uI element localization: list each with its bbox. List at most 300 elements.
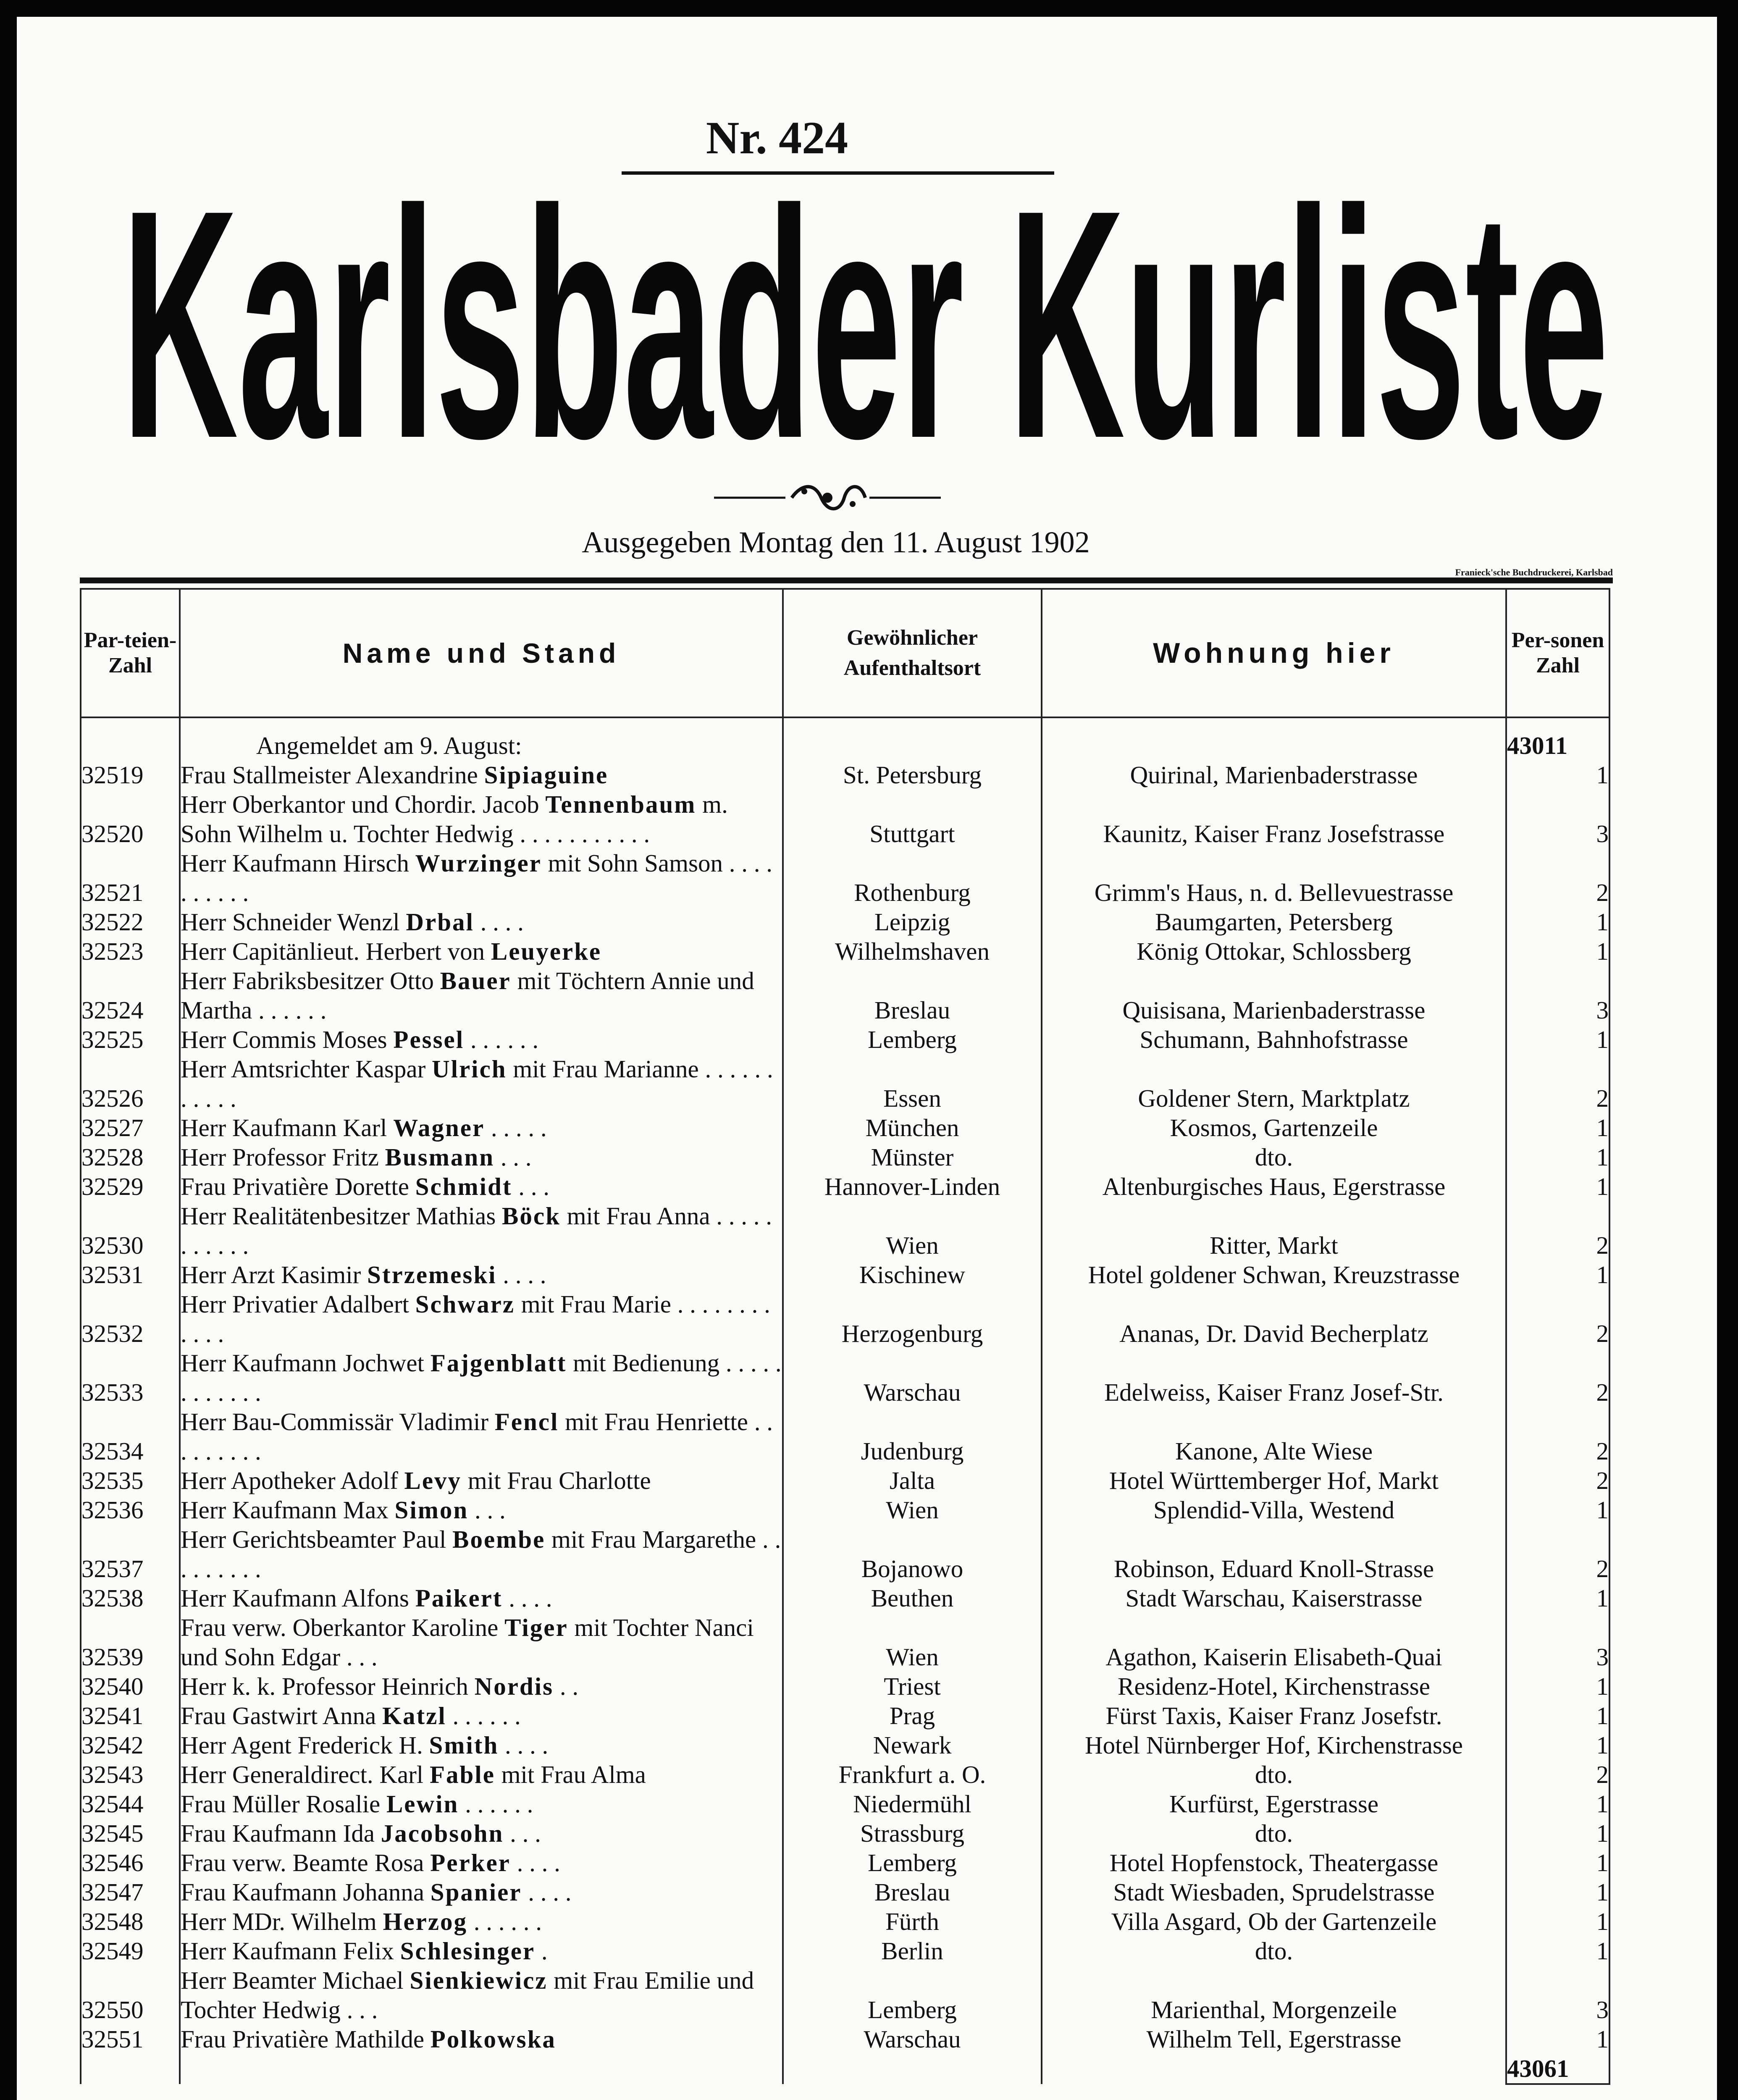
guest-name — [180, 1054, 783, 1113]
person-count: 1 — [1506, 1025, 1609, 1054]
guest-title: Herr Kaufmann Alfons — [181, 1584, 409, 1612]
home-residence: Newark — [783, 1730, 1042, 1760]
home-residence: Wien — [783, 1495, 1042, 1525]
scan-border-top — [0, 0, 1738, 17]
guest-list-table — [80, 588, 1610, 2085]
person-count: 3 — [1506, 790, 1609, 848]
party-number: 32529 — [81, 1172, 180, 1201]
home-residence: Wien — [783, 1201, 1042, 1260]
home-residence: München — [783, 1113, 1042, 1142]
guest-companions: mit Frau Henriette . . . . . . . . . — [181, 1408, 773, 1465]
guest-name — [180, 1966, 783, 2024]
guest-surname: Lewin — [386, 1790, 459, 1818]
guest-companions: . . . . — [503, 1261, 546, 1289]
party-number: 32536 — [81, 1495, 180, 1525]
table-row — [81, 2024, 1609, 2054]
guest-surname: Tiger — [504, 1614, 568, 1641]
person-count: 1 — [1506, 907, 1609, 937]
home-residence: Stuttgart — [783, 790, 1042, 848]
person-count: 1 — [1506, 760, 1609, 790]
guest-name — [180, 790, 783, 848]
home-residence: Breslau — [783, 1877, 1042, 1907]
party-number: 32550 — [81, 1966, 180, 2024]
guest-surname: Wagner — [393, 1114, 485, 1142]
guest-surname: Schwarz — [415, 1290, 515, 1318]
guest-title: Herr Fabriksbesitzer Otto — [181, 967, 434, 995]
guest-title: Frau Kaufmann Johanna — [181, 1878, 425, 1906]
issue-date: Ausgegeben Montag den 11. August 1902 — [582, 525, 1090, 559]
ornament-svg — [714, 479, 941, 517]
home-residence: Kischinew — [783, 1260, 1042, 1289]
lodging-address: Ananas, Dr. David Becherplatz — [1042, 1289, 1506, 1348]
guest-surname: Wurzinger — [415, 849, 542, 877]
person-count: 2 — [1506, 1525, 1609, 1583]
guest-title: Herr Privatier Adalbert — [181, 1290, 409, 1318]
guest-name — [180, 1525, 783, 1583]
guest-companions: mit Frau Charlotte — [467, 1467, 651, 1494]
party-number: 32538 — [81, 1583, 180, 1613]
home-residence: Bojanowo — [783, 1525, 1042, 1583]
lodging-address: Kanone, Alte Wiese — [1042, 1407, 1506, 1466]
guest-surname: Fajgenblatt — [430, 1349, 567, 1377]
person-count: 1 — [1506, 1789, 1609, 1819]
party-number: 32546 — [81, 1848, 180, 1877]
person-count: 1 — [1506, 1672, 1609, 1701]
guest-surname: Busmann — [385, 1143, 495, 1171]
party-number: 32532 — [81, 1289, 180, 1348]
home-residence: Beuthen — [783, 1583, 1042, 1613]
lodging-address: Ritter, Markt — [1042, 1201, 1506, 1260]
party-number: 32519 — [81, 760, 180, 790]
home-residence: Warschau — [783, 2024, 1042, 2054]
lodging-address: dto. — [1042, 1819, 1506, 1848]
party-number: 32537 — [81, 1525, 180, 1583]
guest-name — [180, 1025, 783, 1054]
home-residence: St. Petersburg — [783, 760, 1042, 790]
lodging-address: Stadt Wiesbaden, Sprudelstrasse — [1042, 1877, 1506, 1907]
guest-name — [180, 1142, 783, 1172]
printer-imprint: Franieck'sche Buchdruckerei, Karlsbad — [1455, 567, 1613, 578]
guest-companions: mit Frau Margarethe . . . . . . . . . — [181, 1525, 781, 1583]
guest-companions: . . . — [474, 1496, 506, 1524]
person-count: 3 — [1506, 1613, 1609, 1672]
person-count: 1 — [1506, 1495, 1609, 1525]
person-count: 1 — [1506, 1877, 1609, 1907]
guest-companions: . . . . — [505, 1731, 549, 1759]
home-residence: Rothenburg — [783, 848, 1042, 907]
lodging-address: Hotel Nürnberger Hof, Kirchenstrasse — [1042, 1730, 1506, 1760]
table-row — [81, 1760, 1609, 1789]
home-residence: Wilhelmshaven — [783, 937, 1042, 966]
guest-name — [180, 1701, 783, 1730]
home-residence: Jalta — [783, 1466, 1042, 1495]
home-residence: Warschau — [783, 1348, 1042, 1407]
person-count: 1 — [1506, 1819, 1609, 1848]
party-number: 32520 — [81, 790, 180, 848]
header-lodging: Wohnung hier — [1042, 589, 1506, 717]
guest-surname: Fable — [429, 1761, 495, 1788]
party-number: 32543 — [81, 1760, 180, 1789]
guest-surname: Drbal — [406, 908, 474, 936]
lodging-address: dto. — [1042, 1760, 1506, 1789]
guest-surname: Pessel — [393, 1026, 465, 1053]
party-number: 32540 — [81, 1672, 180, 1701]
guest-title: Herr Commis Moses — [181, 1026, 387, 1053]
guest-title: Frau Privatière Dorette — [181, 1173, 409, 1200]
home-residence: Münster — [783, 1142, 1042, 1172]
table-row — [81, 1613, 1609, 1672]
party-number: 32525 — [81, 1025, 180, 1054]
party-number: 32548 — [81, 1907, 180, 1936]
guest-companions: . . . — [500, 1143, 532, 1171]
lodging-address: Residenz-Hotel, Kirchenstrasse — [1042, 1672, 1506, 1701]
guest-companions: . . . . — [480, 908, 524, 936]
table-row — [81, 1495, 1609, 1525]
guest-title: Herr Kaufmann Hirsch — [181, 849, 409, 877]
guest-name — [180, 1466, 783, 1495]
home-residence: Prag — [783, 1701, 1042, 1730]
guest-companions: . . . . — [528, 1878, 572, 1906]
party-number: 32539 — [81, 1613, 180, 1672]
home-residence: Lemberg — [783, 1966, 1042, 2024]
guest-companions: mit Frau Marianne . . . . . . . . . . . — [181, 1055, 773, 1112]
party-number: 32541 — [81, 1701, 180, 1730]
table-header-row — [81, 589, 1609, 717]
person-count: 1 — [1506, 2024, 1609, 2054]
table-row — [81, 1113, 1609, 1142]
party-number: 32527 — [81, 1113, 180, 1142]
lodging-address: Agathon, Kaiserin Elisabeth-Quai — [1042, 1613, 1506, 1672]
guest-title: Frau Kaufmann Ida — [181, 1819, 375, 1847]
party-number: 32542 — [81, 1730, 180, 1760]
guest-title: Frau Stallmeister Alexandrine — [181, 761, 478, 789]
guest-name — [180, 1789, 783, 1819]
person-count: 1 — [1506, 1172, 1609, 1201]
guest-title: Herr Kaufmann Felix — [181, 1937, 394, 1965]
person-count: 1 — [1506, 1701, 1609, 1730]
guest-companions: . . . . — [517, 1849, 560, 1877]
guest-surname: Bauer — [440, 967, 511, 995]
table-row — [81, 1142, 1609, 1172]
home-residence: Judenburg — [783, 1407, 1042, 1466]
guest-title: Frau Privatière Mathilde — [181, 2025, 425, 2053]
guest-surname: Katzl — [382, 1702, 446, 1730]
lodging-address: Marienthal, Morgenzeile — [1042, 1966, 1506, 2024]
table-row — [81, 937, 1609, 966]
table-row — [81, 1407, 1609, 1466]
ornament-divider — [714, 479, 941, 517]
guest-title: Frau Müller Rosalie — [181, 1790, 381, 1818]
person-count: 2 — [1506, 1201, 1609, 1260]
person-count: 2 — [1506, 848, 1609, 907]
guest-companions: . . . — [510, 1819, 541, 1847]
table-row — [81, 1966, 1609, 2024]
guest-name — [180, 1848, 783, 1877]
guest-name — [180, 966, 783, 1025]
person-count: 1 — [1506, 1730, 1609, 1760]
lodging-address: Baumgarten, Petersberg — [1042, 907, 1506, 937]
guest-name — [180, 760, 783, 790]
party-number: 32522 — [81, 907, 180, 937]
header-name: Name und Stand — [180, 589, 783, 717]
guest-surname: Böck — [502, 1202, 561, 1230]
table-row — [81, 1348, 1609, 1407]
guest-surname: Perker — [430, 1849, 511, 1877]
party-number: 32530 — [81, 1201, 180, 1260]
guest-companions: mit Sohn Samson . . . . . . . . . . — [181, 849, 772, 906]
guest-name — [180, 1613, 783, 1672]
guest-title: Herr Generaldirect. Karl — [181, 1761, 424, 1788]
lodging-address: Splendid-Villa, Westend — [1042, 1495, 1506, 1525]
lodging-address: Quisisana, Marienbaderstrasse — [1042, 966, 1506, 1025]
lodging-address: Kosmos, Gartenzeile — [1042, 1113, 1506, 1142]
opening-total: 43011 — [1506, 717, 1609, 760]
masthead-text: Karlsbader Kurliste — [122, 185, 1609, 462]
home-residence: Fürth — [783, 1907, 1042, 1936]
guest-name — [180, 1877, 783, 1907]
guest-companions: . . . . . . — [452, 1702, 521, 1730]
issue-underline — [622, 171, 1054, 175]
home-residence: Leipzig — [783, 907, 1042, 937]
guest-name — [180, 1672, 783, 1701]
total-row — [81, 2054, 1609, 2084]
lodging-address: Hotel goldener Schwan, Kreuzstrasse — [1042, 1260, 1506, 1289]
guest-title: Herr Arzt Kasimir — [181, 1261, 361, 1289]
guest-name — [180, 848, 783, 907]
lodging-address: Kurfürst, Egerstrasse — [1042, 1789, 1506, 1819]
guest-companions: m. Sohn Wilhelm u. Tochter Hedwig . . . . . . . . . . . — [181, 790, 728, 848]
person-count: 2 — [1506, 1348, 1609, 1407]
person-count: 1 — [1506, 937, 1609, 966]
table-row — [81, 1025, 1609, 1054]
person-count: 2 — [1506, 1407, 1609, 1466]
table-row — [81, 1260, 1609, 1289]
guest-companions: . . . . — [509, 1584, 552, 1612]
guest-name — [180, 1348, 783, 1407]
issue-number: Nr. 424 — [706, 112, 848, 163]
person-count: 1 — [1506, 1848, 1609, 1877]
table-row — [81, 1672, 1609, 1701]
table-row — [81, 1701, 1609, 1730]
guest-title: Herr Oberkantor und Chordir. Jacob — [181, 790, 539, 818]
masthead-svg — [118, 185, 1613, 462]
guest-surname: Polkowska — [430, 2025, 556, 2053]
guest-companions: . — [541, 1937, 548, 1965]
home-residence: Herzogenburg — [783, 1289, 1042, 1348]
header-persons: Per-sonen Zahl — [1506, 589, 1609, 717]
header-number: Par-teien-Zahl — [81, 589, 180, 717]
guest-name — [180, 907, 783, 937]
lodging-address: Quirinal, Marienbaderstrasse — [1042, 760, 1506, 790]
section-row — [81, 717, 1609, 760]
table-row — [81, 1054, 1609, 1113]
scan-border-left — [0, 0, 17, 2100]
home-residence: Triest — [783, 1672, 1042, 1701]
table-row — [81, 790, 1609, 848]
person-count: 1 — [1506, 1142, 1609, 1172]
guest-surname: Boembe — [452, 1525, 546, 1553]
guest-title: Herr Professor Fritz — [181, 1143, 379, 1171]
home-residence: Lemberg — [783, 1025, 1042, 1054]
guest-title: Herr MDr. Wilhelm — [181, 1908, 377, 1935]
header-residence: Gewöhnlicher Aufenthaltsort — [783, 589, 1042, 717]
party-number: 32545 — [81, 1819, 180, 1848]
guest-title: Herr Schneider Wenzl — [181, 908, 400, 936]
person-count: 2 — [1506, 1466, 1609, 1495]
home-residence: Breslau — [783, 966, 1042, 1025]
lodging-address: dto. — [1042, 1936, 1506, 1966]
guest-surname: Herzog — [383, 1908, 468, 1935]
guest-surname: Fencl — [494, 1408, 559, 1436]
lodging-address: dto. — [1042, 1142, 1506, 1172]
lodging-address: Altenburgisches Haus, Egerstrasse — [1042, 1172, 1506, 1201]
guest-companions: . . . . . . — [465, 1790, 533, 1818]
guest-title: Herr Realitätenbesitzer Mathias — [181, 1202, 496, 1230]
guest-title: Herr Agent Frederick H. — [181, 1731, 423, 1759]
guest-name — [180, 1760, 783, 1789]
guest-name — [180, 1113, 783, 1142]
guest-companions: . . . . . . — [470, 1026, 539, 1053]
guest-name — [180, 937, 783, 966]
lodging-address: Schumann, Bahnhofstrasse — [1042, 1025, 1506, 1054]
guest-name — [180, 2024, 783, 2054]
lodging-address: König Ottokar, Schlossberg — [1042, 937, 1506, 966]
table-row — [81, 1201, 1609, 1260]
guest-surname: Sipiaguine — [484, 761, 609, 789]
party-number: 32521 — [81, 848, 180, 907]
party-number: 32523 — [81, 937, 180, 966]
masthead-title — [118, 185, 1613, 462]
guest-name — [180, 1407, 783, 1466]
guest-title: Herr Gerichtsbeamter Paul — [181, 1525, 446, 1553]
guest-companions: . . . . . — [491, 1114, 547, 1142]
person-count: 1 — [1506, 1583, 1609, 1613]
guest-companions: . . — [559, 1672, 579, 1700]
guest-surname: Leuyerke — [491, 937, 602, 965]
lodging-address: Villa Asgard, Ob der Gartenzeile — [1042, 1907, 1506, 1936]
guest-title: Frau verw. Beamte Rosa — [181, 1849, 424, 1877]
guest-title: Herr Beamter Michael — [181, 1966, 404, 1994]
section-heading: Angemeldet am 9. August: — [180, 717, 783, 760]
lodging-address: Wilhelm Tell, Egerstrasse — [1042, 2024, 1506, 2054]
home-residence: Essen — [783, 1054, 1042, 1113]
party-number: 32534 — [81, 1407, 180, 1466]
party-number: 32526 — [81, 1054, 180, 1113]
lodging-address: Edelweiss, Kaiser Franz Josef-Str. — [1042, 1348, 1506, 1407]
header-rule — [80, 578, 1613, 583]
table-row — [81, 907, 1609, 937]
guest-title: Herr Kaufmann Jochwet — [181, 1349, 424, 1377]
table-row — [81, 1525, 1609, 1583]
lodging-address: Grimm's Haus, n. d. Bellevuestrasse — [1042, 848, 1506, 907]
guest-title: Frau Gastwirt Anna — [181, 1702, 376, 1730]
home-residence: Lemberg — [783, 1848, 1042, 1877]
guest-companions: . . . — [518, 1173, 549, 1200]
lodging-address: Robinson, Eduard Knoll-Strasse — [1042, 1525, 1506, 1583]
guest-title: Herr Kaufmann Karl — [181, 1114, 387, 1142]
party-number: 32524 — [81, 966, 180, 1025]
person-count: 1 — [1506, 1936, 1609, 1966]
guest-title: Frau verw. Oberkantor Karoline — [181, 1614, 499, 1641]
guest-name — [180, 1907, 783, 1936]
table-row — [81, 848, 1609, 907]
lodging-address: Hotel Württemberger Hof, Markt — [1042, 1466, 1506, 1495]
guest-surname: Nordis — [474, 1672, 554, 1700]
guest-name — [180, 1819, 783, 1848]
table-row — [81, 1789, 1609, 1819]
person-count: 1 — [1506, 1113, 1609, 1142]
lodging-address: Stadt Warschau, Kaiserstrasse — [1042, 1583, 1506, 1613]
table-row — [81, 1730, 1609, 1760]
guest-surname: Tennenbaum — [545, 790, 696, 818]
guest-name — [180, 1730, 783, 1760]
party-number: 32531 — [81, 1260, 180, 1289]
guest-name — [180, 1201, 783, 1260]
lodging-address: Goldener Stern, Marktplatz — [1042, 1054, 1506, 1113]
person-count: 1 — [1506, 1907, 1609, 1936]
table-row — [81, 1907, 1609, 1936]
party-number: 32535 — [81, 1466, 180, 1495]
home-residence: Wien — [783, 1613, 1042, 1672]
home-residence: Berlin — [783, 1936, 1042, 1966]
guest-title: Herr Bau-Commissär Vladimir — [181, 1408, 489, 1436]
closing-total: 43061 — [1506, 2054, 1609, 2084]
party-number: 32544 — [81, 1789, 180, 1819]
table-row — [81, 1877, 1609, 1907]
guest-name — [180, 1583, 783, 1613]
party-number: 32547 — [81, 1877, 180, 1907]
table-row — [81, 1466, 1609, 1495]
person-count: 3 — [1506, 966, 1609, 1025]
guest-title: Herr Capitänlieut. Herbert von — [181, 937, 485, 965]
guest-surname: Schmidt — [415, 1173, 512, 1200]
table-row — [81, 966, 1609, 1025]
table-row — [81, 1289, 1609, 1348]
guest-companions: mit Töchtern Annie und Martha . . . . . . — [181, 967, 754, 1024]
party-number: 32549 — [81, 1936, 180, 1966]
lodging-address: Fürst Taxis, Kaiser Franz Josefstr. — [1042, 1701, 1506, 1730]
person-count: 3 — [1506, 1966, 1609, 2024]
guest-companions: mit Bedienung . . . . . . . . . . . . — [181, 1349, 782, 1406]
home-residence: Hannover-Linden — [783, 1172, 1042, 1201]
guest-title: Herr k. k. Professor Heinrich — [181, 1672, 468, 1700]
table-row — [81, 1848, 1609, 1877]
person-count: 2 — [1506, 1054, 1609, 1113]
guest-companions: mit Frau Marie . . . . . . . . . . . . — [181, 1290, 770, 1347]
lodging-address: Hotel Hopfenstock, Theatergasse — [1042, 1848, 1506, 1877]
guest-surname: Ulrich — [431, 1055, 507, 1083]
guest-name — [180, 1289, 783, 1348]
home-residence: Niedermühl — [783, 1789, 1042, 1819]
guest-surname: Simon — [394, 1496, 469, 1524]
guest-name — [180, 1172, 783, 1201]
guest-companions: . . . . . . — [473, 1908, 542, 1935]
guest-surname: Smith — [429, 1731, 499, 1759]
table-row — [81, 1583, 1609, 1613]
party-number: 32528 — [81, 1142, 180, 1172]
guest-title: Herr Apotheker Adolf — [181, 1467, 398, 1494]
home-residence: Strassburg — [783, 1819, 1042, 1848]
guest-name — [180, 1260, 783, 1289]
guest-companions: mit Frau Emilie und Tochter Hedwig . . . — [181, 1966, 754, 2024]
table-row — [81, 1172, 1609, 1201]
person-count: 2 — [1506, 1760, 1609, 1789]
table-row — [81, 1936, 1609, 1966]
guest-surname: Spanier — [430, 1878, 522, 1906]
guest-title: Herr Kaufmann Max — [181, 1496, 389, 1524]
guest-surname: Jacobsohn — [381, 1819, 504, 1847]
guest-companions: mit Frau Anna . . . . . . . . . . . — [181, 1202, 772, 1259]
